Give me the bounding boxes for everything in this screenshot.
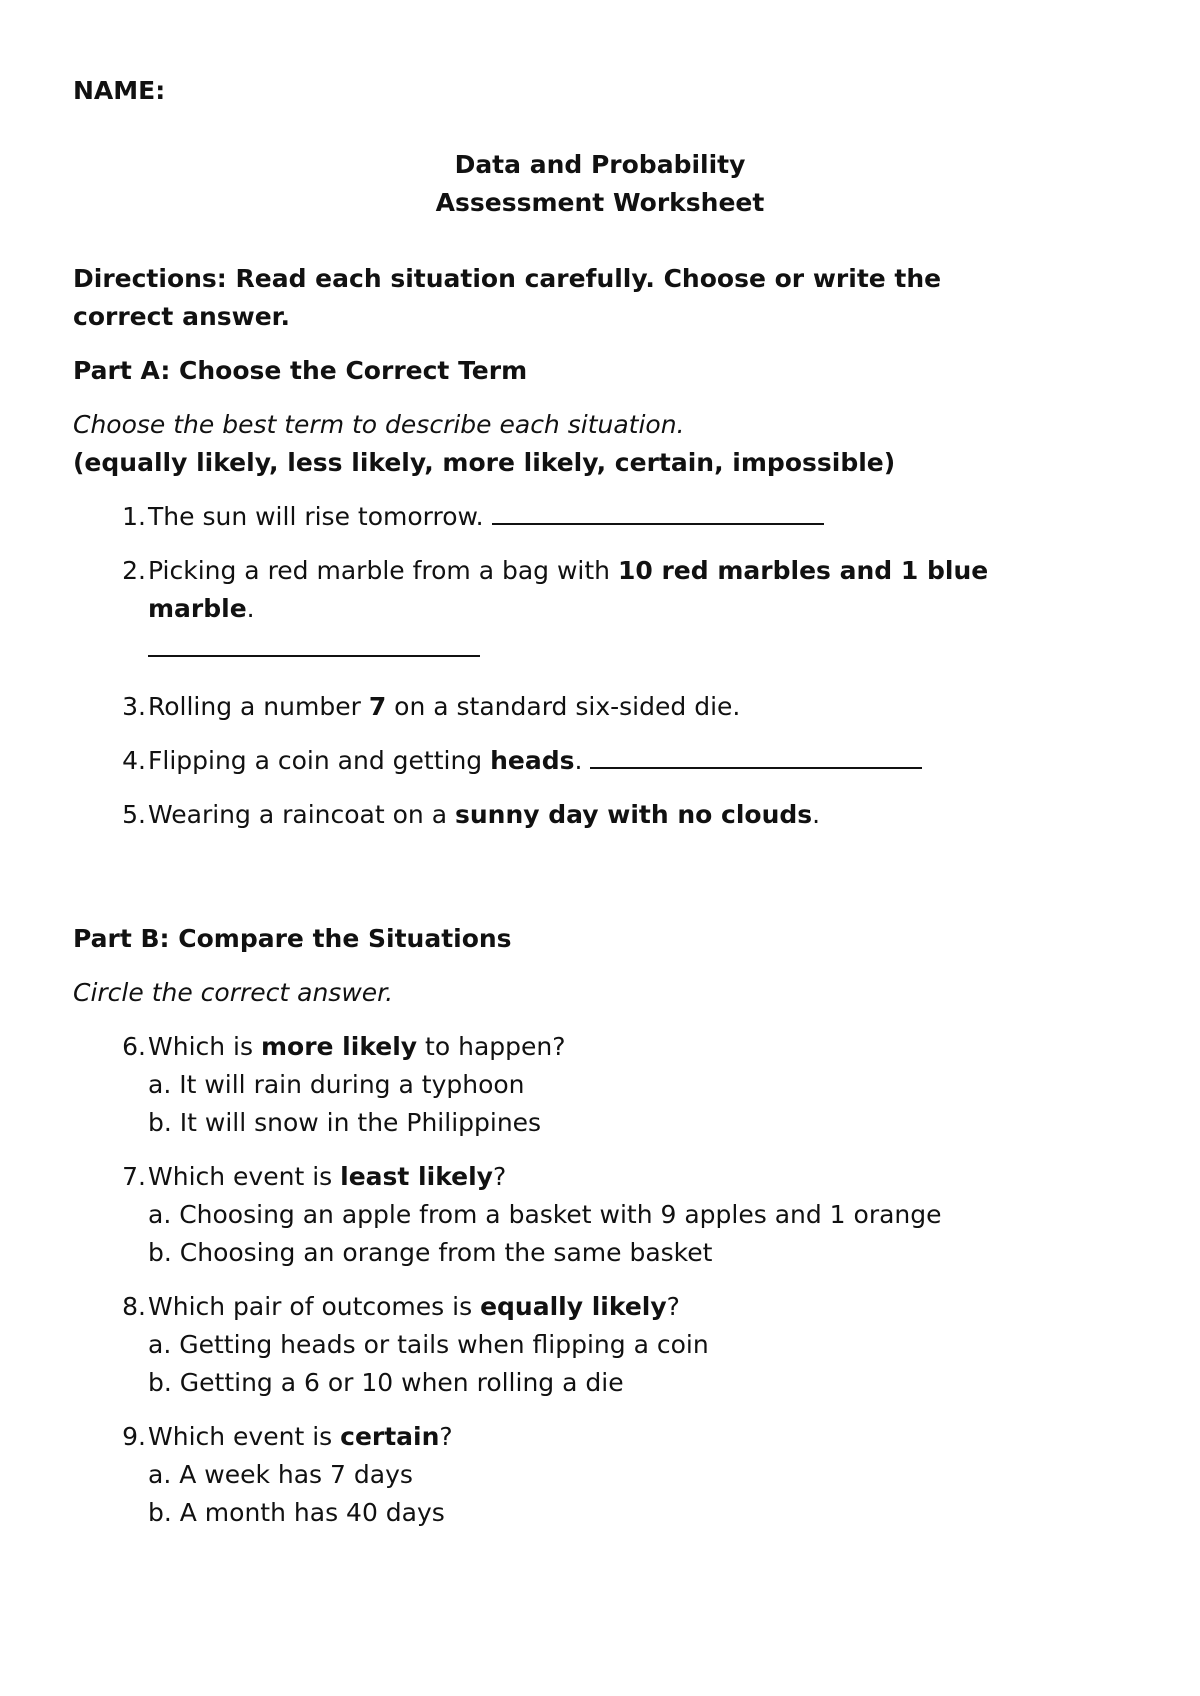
item-text: Picking a red marble from a bag with (148, 556, 618, 585)
directions-line-2: correct answer. (73, 302, 290, 331)
item-number: 7. (122, 1162, 146, 1191)
title-line-2: Assessment Worksheet (435, 188, 765, 217)
choice-b[interactable]: b. A month has 40 days (148, 1498, 445, 1527)
item-number: 3. (122, 692, 146, 721)
item-bold-text: more likely (260, 1032, 418, 1061)
part-a-terms: (equally likely, less likely, more likely, certain, impossible) (73, 448, 896, 477)
choice-a[interactable]: a. Choosing an apple from a basket with 9 apples and 1 orange (148, 1200, 942, 1229)
name-label: NAME: (73, 76, 166, 105)
item-text: . (246, 594, 255, 623)
item-text: Which event is (148, 1162, 341, 1191)
item-text: ? (666, 1292, 680, 1321)
part-a-instruction: Choose the best term to describe each situation. (73, 410, 685, 439)
item-number: 5. (122, 800, 146, 829)
item-bold-text: least likely (340, 1162, 493, 1191)
list-item-continuation (148, 590, 255, 628)
item-text: Flipping a coin and getting (148, 746, 491, 775)
item-text: to happen? (417, 1032, 566, 1061)
item-text: . (574, 746, 591, 775)
part-a-heading: Part A: Choose the Correct Term (73, 356, 528, 385)
answer-blank[interactable] (148, 649, 480, 657)
item-bold-text: equally likely (480, 1292, 667, 1321)
item-text: Which pair of outcomes is (148, 1292, 481, 1321)
item-text: on a standard six-sided die. (386, 692, 741, 721)
item-text: ? (439, 1422, 453, 1451)
answer-blank-row (148, 630, 480, 668)
item-text: Wearing a raincoat on a (148, 800, 455, 829)
item-number: 2. (122, 556, 146, 585)
answer-blank[interactable] (492, 517, 824, 525)
item-text: Which event is (148, 1422, 341, 1451)
item-text: Rolling a number (148, 692, 369, 721)
item-number: 6. (122, 1032, 146, 1061)
part-b-instruction: Circle the correct answer. (73, 978, 394, 1007)
choice-a[interactable]: a. It will rain during a typhoon (148, 1070, 525, 1099)
item-bold-text: sunny day with no clouds (454, 800, 813, 829)
item-text: The sun will rise tomorrow. (148, 502, 492, 531)
directions-line-1: Directions: Read each situation carefully. Choose or write the (73, 264, 942, 293)
item-bold-text: marble (148, 594, 247, 623)
item-bold-text: certain (340, 1422, 440, 1451)
item-bold-text: 7 (368, 692, 387, 721)
part-b-heading: Part B: Compare the Situations (73, 924, 512, 953)
item-number: 4. (122, 746, 146, 775)
item-text: ? (492, 1162, 507, 1191)
item-number: 9. (122, 1422, 146, 1451)
item-bold-text: 10 red marbles and 1 blue (617, 556, 989, 585)
choice-a[interactable]: a. A week has 7 days (148, 1460, 413, 1489)
answer-blank[interactable] (590, 761, 922, 769)
item-bold-text: heads (490, 746, 575, 775)
item-text: . (812, 800, 821, 829)
choice-b[interactable]: b. Choosing an orange from the same basket (148, 1238, 713, 1267)
item-number: 8. (122, 1292, 146, 1321)
item-text: Which is (148, 1032, 261, 1061)
choice-a[interactable]: a. Getting heads or tails when flipping a coin (148, 1330, 709, 1359)
item-number: 1. (122, 502, 146, 531)
choice-b[interactable]: b. Getting a 6 or 10 when rolling a die (148, 1368, 624, 1397)
title-line-1: Data and Probability (454, 150, 746, 179)
choice-b[interactable]: b. It will snow in the Philippines (148, 1108, 542, 1137)
